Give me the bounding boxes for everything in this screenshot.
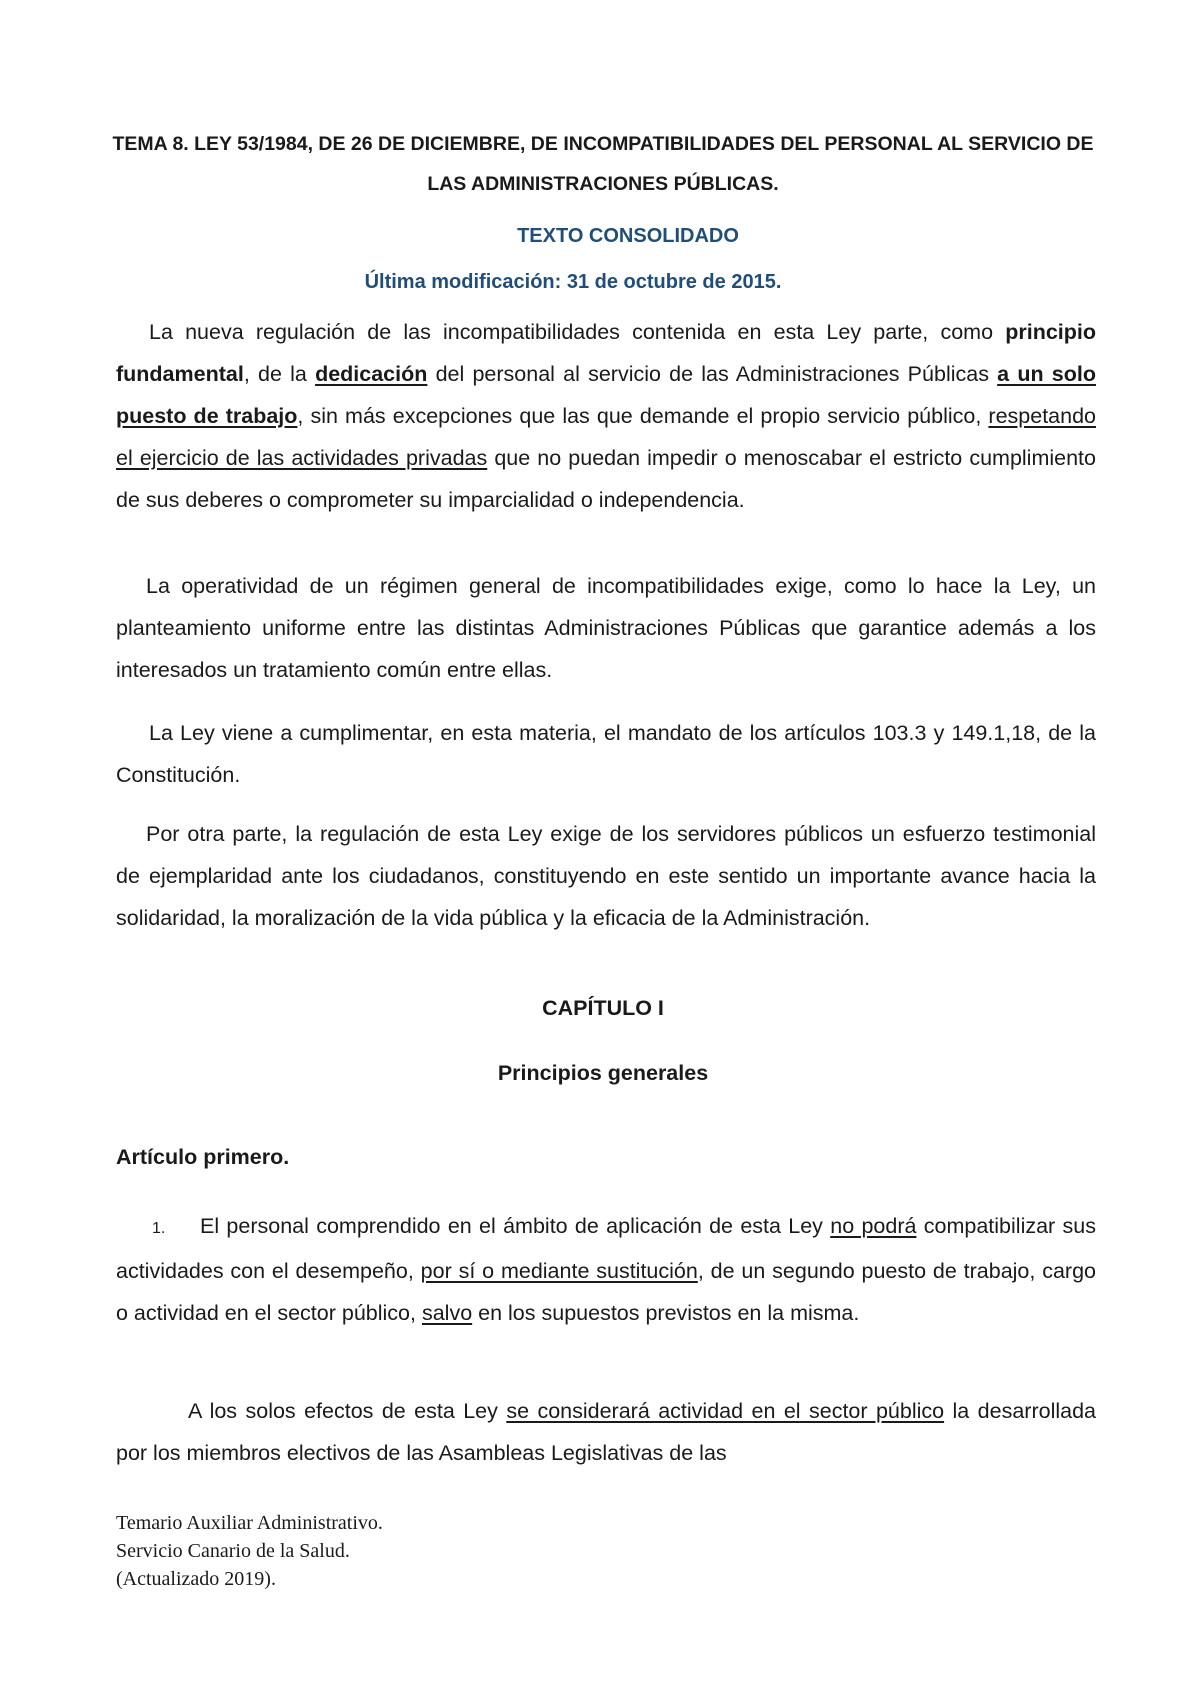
text-span: , sin más excepciones que las que demande el propio servicio público, — [297, 404, 989, 428]
intro-paragraph-1 — [116, 311, 1096, 521]
texto-consolidado-label: TEXTO CONSOLIDADO — [517, 225, 739, 247]
text-span: en los supuestos previstos en la misma. — [472, 1301, 860, 1325]
footer-line: (Actualizado 2019). — [116, 1568, 276, 1590]
footer-line: Temario Auxiliar Administrativo. — [116, 1512, 383, 1534]
list-number: 1. — [152, 1220, 166, 1237]
bold-underlined-text: dedicación — [315, 362, 428, 386]
underlined-text: se considerará actividad en el sector público — [506, 1399, 945, 1423]
text-span: la desarrollada por los miembros electivos de las Asambleas Legislativas de las — [116, 1399, 1096, 1465]
intro-paragraph-2: La operatividad de un régimen general de incompatibilidades exige, como lo hace la Ley, un planteamiento uniforme entre las distintas Administraciones Públicas que garantice además a los interesados un tratamiento común entre ellas. — [116, 574, 1096, 682]
article-paragraph-2 — [116, 1390, 1096, 1474]
underlined-text: por sí o mediante sustitución — [420, 1259, 698, 1283]
intro-paragraph-3: La Ley viene a cumplimentar, en esta materia, el mandato de los artículos 103.3 y 149.1,18, de la Constitución. — [116, 721, 1096, 787]
underlined-text: salvo — [421, 1301, 473, 1325]
bold-text: principio fundamental — [116, 320, 1096, 386]
document-title: TEMA 8. LEY 53/1984, DE 26 DE DICIEMBRE, DE INCOMPATIBILIDADES DEL PERSONAL AL SERVICIO DE LAS ADMINISTRACIONES PÚBLICAS. — [112, 133, 1094, 195]
bold-underlined-text: a un solo puesto de trabajo — [116, 362, 1096, 428]
article-paragraph-1 — [116, 1205, 1096, 1334]
text-span: El personal comprendido en el ámbito de aplicación de esta Ley — [200, 1214, 831, 1238]
page-footer — [116, 1509, 383, 1593]
article-heading: Artículo primero. — [116, 1145, 290, 1169]
text-span: , de un segundo puesto de trabajo, cargo o actividad en el sector público, — [116, 1259, 1096, 1325]
text-span: La nueva regulación de las incompatibilidades contenida en esta Ley parte, como — [149, 320, 1006, 344]
underlined-text: respetando el ejercicio de las actividades privadas — [116, 404, 1096, 470]
chapter-subheading: Principios generales — [497, 1061, 709, 1085]
text-span: que no puedan impedir o menoscabar el estricto cumplimiento de sus deberes o comprometer su imparcialidad o independencia. — [116, 446, 1096, 512]
text-span: A los solos efectos de esta Ley — [188, 1399, 507, 1423]
footer-line: Servicio Canario de la Salud. — [116, 1540, 350, 1562]
text-span: del personal al servicio de las Administraciones Públicas — [427, 362, 998, 386]
underlined-text: no podrá — [830, 1214, 917, 1238]
text-span: compatibilizar sus actividades con el desempeño, — [116, 1214, 1096, 1283]
last-modification-label: Última modificación: 31 de octubre de 2015. — [364, 271, 782, 293]
chapter-heading: CAPÍTULO I — [542, 996, 664, 1020]
text-span: , de la — [243, 362, 316, 386]
intro-paragraph-4: Por otra parte, la regulación de esta Ley exige de los servidores públicos un esfuerzo testimonial de ejemplaridad ante los ciudadanos, constituyendo en este sentido un importante avance hacia la solidaridad, la moralización de la vida pública y la eficacia de la Administración. — [116, 822, 1096, 930]
